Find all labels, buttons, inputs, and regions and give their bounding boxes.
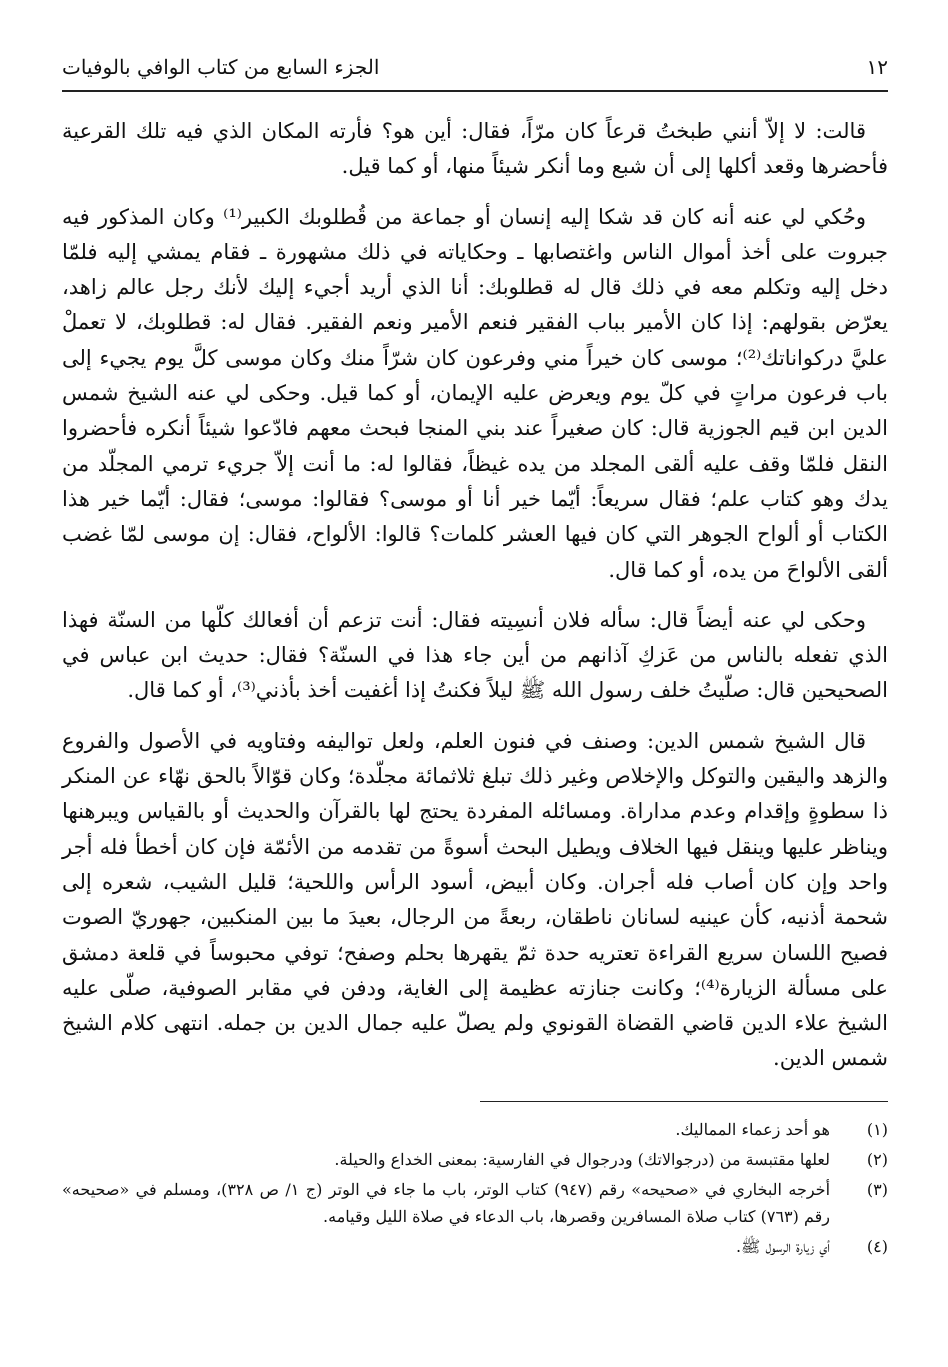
footnote [62, 1176, 888, 1230]
paragraph: قال الشيخ شمس الدين: وصنف في فنون العلم، ولعل تواليفه وفتاويه في الأصول والفروع والزهد واليقين والتوكل والإخلاص وغير ذلك تبلغ ثلاثمائة مجلّدة؛ وكان قوّالاً بالحق نهّاء عن المنكر ذا سطوةٍ وإقدام وعدم مداراة. ومسائله المفردة يحتج لها بالقرآن والحديث أو بالقياس ويبرهنها ويناظر عليها وينقل فيها الخلاف ويطيل البحث أسوةً من تقدمه من الأئمّة فإن كان أخطأ فله أجر واحد وإن كان أصاب فله أجران. وكان أبيض، أسود الرأس واللحية؛ قليل الشيب، شعره إلى شحمة أذنيه، كأن عينيه لسانان ناطقان، ربعةً من الرجال، بعيدَ ما بين المنكبين، جهوريّ الصوت فصيح اللسان سريع القراءة تعتريه حدة ثمّ يقهرها بحلم وصفح؛ توفي محبوساً في قلعة دمشق على مسألة الزيارة⁽⁴⁾؛ وكانت جنازته عظيمة إلى الغاية، ودفن في مقابر الصوفية، صلّى عليه الشيخ علاء الدين قاضي القضاة القونوي ولم يصلّ عليه جمال الدين بن جمله. انتهى كلام الشيخ شمس الدين. [62, 728, 888, 1071]
footnote-number: (١) [866, 1119, 888, 1139]
paragraph: وحكى لي عنه أيضاً قال: سأله فلان أنسِيته فقال: أنت تزعم أن أفعالك كلّها من السنّة فهذا الذي تفعله بالناس من عَزكِ آذانهم من أين جاء هذا في السنّة؟ فقال: حديث ابن عباس في الصحيحين قال: صلّيتُ خلف رسول الله ﷺ ليلاً فكنتُ إذا أغفيت أخذ بأذني⁽³⁾، أو كما قال. [62, 607, 888, 703]
footnote [62, 1146, 888, 1173]
footnote-number: (٣) [866, 1179, 888, 1199]
footnote-separator [480, 1101, 888, 1102]
footnote-number: (٢) [866, 1149, 888, 1169]
footnotes [62, 1116, 888, 1260]
footnote [62, 1116, 888, 1143]
running-title: الجزء السابع من كتاب الوافي بالوفيات [62, 55, 380, 79]
footnote [62, 1233, 888, 1260]
document-page [62, 44, 888, 1260]
footnote-text: أي زيارة الرسول ﷺ. [735, 1236, 830, 1256]
footnote-text: لعلها مقتبسة من (درجوالاتك) ودرجوال في الفارسية: بمعنى الخداع والحيلة. [334, 1149, 830, 1169]
footnote-number: (٤) [866, 1236, 888, 1256]
footnote-text: هو أحد زعماء المماليك. [675, 1119, 830, 1139]
footnote-text: أخرجه البخاري في «صحيحه» رقم (٩٤٧) كتاب الوتر، باب ما جاء في الوتر (ج ١/ ص ٣٢٨)، ومسلم في «صحيحه» رقم (٧٦٣) كتاب صلاة المسافرين وقصرها، باب الدعاء في صلاة الليل وقيامه. [62, 1179, 831, 1226]
running-head [62, 44, 888, 92]
paragraph: قالت: لا إلاّ أنني طبختُ قرعاً كان مرّاً، فقال: أين هو؟ فأرته المكان الذي فيه تلك القرعية فأحضرها وقعد أكلها إلى أن شبع وما أنكر شيئاً منها، أو كما قيل. [62, 119, 888, 179]
body-text [62, 114, 888, 1077]
paragraph: وحُكي لي عنه أنه كان قد شكا إليه إنسان أو جماعة من قُطلوبك الكبير⁽¹⁾ وكان المذكور فيه جبروت على أخذ أموال الناس واغتصابها ـ وحكاياته في ذلك مشهورة ـ فقام يمشي إليه فلمّا دخل إليه وتكلم معه في ذلك قال له قطلوبك: أنا الذي أريد أجيء إليك لأنك رجل عالم زاهد، يعرّض بقولهم: إذا كان الأمير بباب الفقير فنعم الأمير ونعم الفقير. فقال له: قطلوبك، لا تعملْ عليَّ دركواناتك⁽²⁾؛ موسى كان خيراً مني وفرعون كان شرّاً منك وكان موسى كلَّ يوم يجيء إلى باب فرعون مراتٍ في كلّ يوم ويعرض عليه الإيمان، أو كما قيل. وحكى لي عنه الشيخ شمس الدين ابن قيم الجوزية قال: كان صغيراً عند بني المنجا فبحث معهم فادّعوا شيئاً أنكره فأحضروا النقل فلمّا وقف عليه ألقى المجلد من يده غيظاً، فقالوا له: ما أنت إلاّ جريء ترمي المجلّد من يدك وهو كتاب علم؛ فقال سريعاً: أيّما خير أنا أو موسى؟ فقالوا: موسى؛ فقال: أيّما خير هذا الكتاب أو ألواح الجوهر التي كان فيها العشر كلمات؟ قالوا: الألواح، فقال: إن موسى لمّا غضب ألقى الألواحَ من يده، أو كما قال. [62, 204, 889, 582]
page-number: ١٢ [866, 55, 888, 79]
